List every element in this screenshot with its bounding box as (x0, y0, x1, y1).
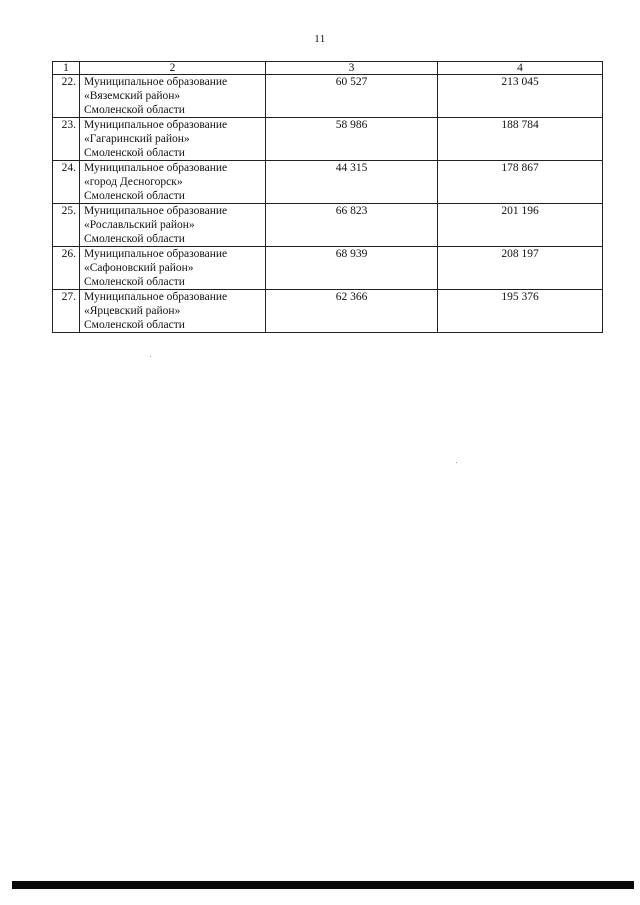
municipality-name (80, 290, 266, 333)
value-col3: 60 527 (266, 75, 438, 118)
name-line: Смоленской области (84, 319, 185, 331)
name-line: Муниципальное образование (84, 162, 228, 174)
value-col4: 201 196 (438, 204, 603, 247)
name-line: Смоленской области (84, 104, 185, 116)
name-line: Муниципальное образование (84, 119, 228, 131)
row-number: 22. (53, 75, 80, 118)
column-header-2: 2 (80, 62, 266, 75)
name-line: «город Десногорск» (84, 176, 183, 188)
name-line: Смоленской области (84, 233, 185, 245)
scan-speck (150, 356, 151, 357)
name-line: Муниципальное образование (84, 248, 228, 260)
value-col4: 195 376 (438, 290, 603, 333)
table-row (53, 161, 603, 204)
column-header-1: 1 (53, 62, 80, 75)
municipality-name (80, 75, 266, 118)
page-number: 11 (314, 33, 326, 45)
scan-speck (456, 462, 457, 463)
municipality-name (80, 247, 266, 290)
value-col3: 66 823 (266, 204, 438, 247)
row-number: 25. (53, 204, 80, 247)
row-number: 23. (53, 118, 80, 161)
value-col4: 208 197 (438, 247, 603, 290)
name-line: Смоленской области (84, 276, 185, 288)
value-col4: 188 784 (438, 118, 603, 161)
name-line: Муниципальное образование (84, 291, 228, 303)
value-col3: 44 315 (266, 161, 438, 204)
municipality-name (80, 161, 266, 204)
table-row (53, 247, 603, 290)
row-number: 24. (53, 161, 80, 204)
table-row (53, 204, 603, 247)
column-header-4: 4 (438, 62, 603, 75)
value-col3: 68 939 (266, 247, 438, 290)
value-col3: 62 366 (266, 290, 438, 333)
name-line: «Сафоновский район» (84, 262, 194, 274)
name-line: «Рославльский район» (84, 219, 195, 231)
name-line: «Гагаринский район» (84, 133, 190, 145)
name-line: Смоленской области (84, 190, 185, 202)
name-line: Муниципальное образование (84, 205, 228, 217)
table-row (53, 118, 603, 161)
name-line: «Ярцевский район» (84, 305, 181, 317)
value-col4: 213 045 (438, 75, 603, 118)
municipality-name (80, 204, 266, 247)
column-header-3: 3 (266, 62, 438, 75)
name-line: «Вяземский район» (84, 90, 181, 102)
table-row (53, 290, 603, 333)
name-line: Муниципальное образование (84, 76, 228, 88)
value-col4: 178 867 (438, 161, 603, 204)
data-table (52, 61, 603, 333)
municipality-name (80, 118, 266, 161)
row-number: 26. (53, 247, 80, 290)
name-line: Смоленской области (84, 147, 185, 159)
bottom-rule (12, 881, 634, 889)
table-row (53, 75, 603, 118)
table-header-row (53, 62, 603, 75)
row-number: 27. (53, 290, 80, 333)
value-col3: 58 986 (266, 118, 438, 161)
